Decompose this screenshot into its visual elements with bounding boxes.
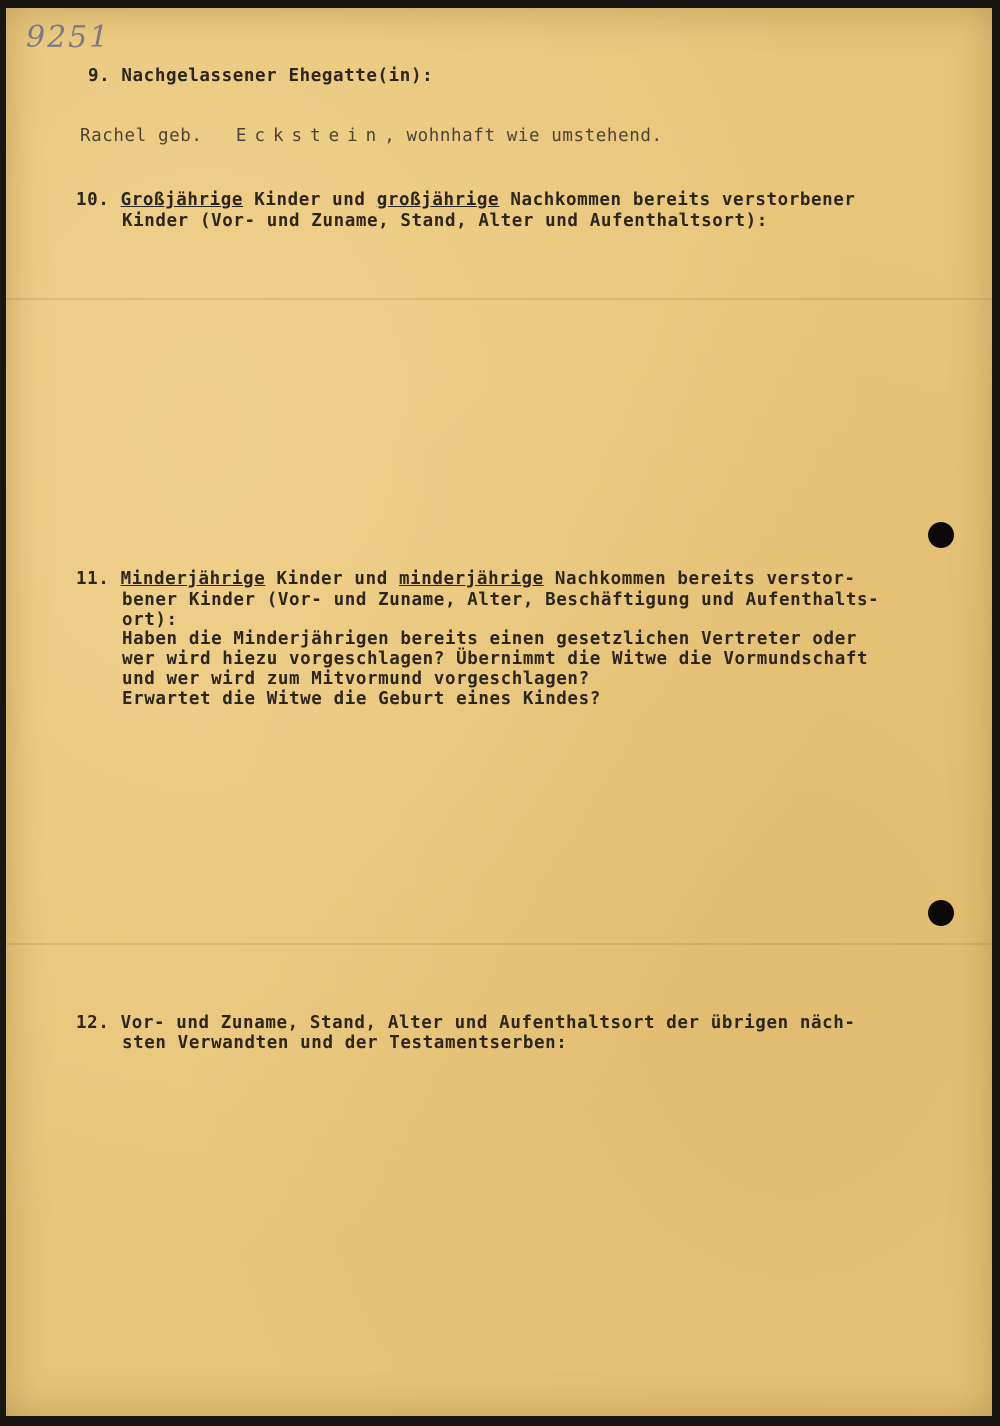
q10-text: Kinder und <box>243 190 377 210</box>
q11-text: Kinder und <box>265 569 399 589</box>
q10-term-grossjaehrige: Großjährige <box>120 190 244 210</box>
q11-line3: ort): <box>122 610 178 630</box>
q12-line2: sten Verwandten und der Testamentserben: <box>122 1033 568 1053</box>
punch-hole <box>928 522 954 548</box>
q9-answer-suffix: , wohnhaft wie umstehend. <box>384 126 663 146</box>
q11-term-minderjaehrige-2: minderjährige <box>398 569 544 589</box>
document-page <box>6 8 992 1416</box>
punch-hole <box>928 900 954 926</box>
q12-text: Vor- und Zuname, Stand, Alter und Aufenthaltsort der übrigen näch- <box>120 1013 856 1033</box>
q11-line6: und wer wird zum Mitvormund vorgeschlagen? <box>122 669 590 689</box>
fold-line <box>6 298 992 300</box>
q11-term-minderjaehrige: Minderjährige <box>120 569 266 589</box>
q10-line1 <box>76 190 856 210</box>
q9-answer-name: Eckstein <box>235 126 385 146</box>
q10-number: 10. <box>76 190 110 210</box>
q12-number: 12. <box>76 1013 110 1033</box>
q9-answer <box>80 126 663 146</box>
q11-line7: Erwartet die Witwe die Geburt eines Kindes? <box>122 689 601 709</box>
q12-line1 <box>76 1013 856 1033</box>
q11-line5: wer wird hiezu vorgeschlagen? Übernimmt die Witwe die Vormundschaft <box>122 649 869 669</box>
archive-number: 9251 <box>26 20 111 55</box>
q11-line2: bener Kinder (Vor- und Zuname, Alter, Beschäftigung und Aufenthalts- <box>122 590 880 610</box>
q11-line1 <box>76 569 856 589</box>
q11-text-2: Nachkommen bereits verstor- <box>543 569 856 589</box>
q9-answer-prefix: Rachel geb. <box>80 126 203 146</box>
q10-term-grossjaehrige-2: großjährige <box>376 190 500 210</box>
q9-label: 9. Nachgelassener Ehegatte(in): <box>88 66 434 86</box>
q11-line4: Haben die Minderjährigen bereits einen gesetzlichen Vertreter oder <box>122 629 857 649</box>
fold-line <box>6 943 992 945</box>
q11-number: 11. <box>76 569 110 589</box>
q10-line2: Kinder (Vor- und Zuname, Stand, Alter und Aufenthaltsort): <box>122 211 768 231</box>
q10-text-2: Nachkommen bereits verstorbener <box>499 190 856 210</box>
